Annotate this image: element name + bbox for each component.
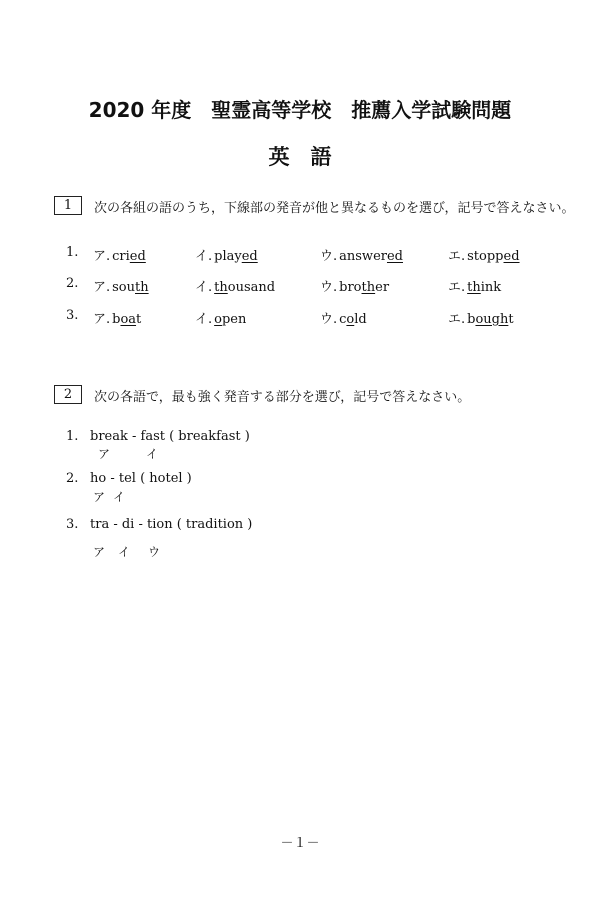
answer-option <box>448 308 514 327</box>
word-part: er <box>375 280 390 295</box>
underlined-part: th <box>467 280 481 295</box>
syllable-label: ア <box>93 545 106 559</box>
option-label: ウ. <box>320 249 338 264</box>
question-number: 1. <box>66 245 79 260</box>
underlined-part: ed <box>241 249 258 264</box>
syllable-word: tra - di - tion ( tradition ) <box>90 517 253 532</box>
underlined-part: o <box>214 312 222 327</box>
word-part: b <box>467 312 476 327</box>
word-part: t <box>136 312 142 327</box>
syllable-label: イ <box>146 447 159 461</box>
page-number: －１－ <box>280 836 320 851</box>
question-number: 2. <box>66 471 79 486</box>
word-part: pen <box>221 312 247 327</box>
section-2-instruction: 次の各語で，最も強く発音する部分を選び，記号で答えなさい。 <box>94 390 471 405</box>
option-label: エ. <box>448 312 466 327</box>
option-label: エ. <box>448 280 466 295</box>
syllable-word: ho - tel ( hotel ) <box>90 471 192 486</box>
word-part: sou <box>112 280 136 295</box>
section-2-number: 2 <box>54 385 82 404</box>
word-part: t <box>508 312 514 327</box>
answer-option <box>320 308 367 327</box>
option-label: イ. <box>195 312 213 327</box>
syllable-label: イ <box>113 490 126 504</box>
underlined-part: th <box>361 280 376 295</box>
word-part: stopp <box>467 249 504 264</box>
answer-option <box>195 308 246 327</box>
answer-option <box>93 308 141 327</box>
option-label: ア. <box>93 249 111 264</box>
word-part: b <box>112 312 121 327</box>
answer-option <box>448 276 501 295</box>
underlined-part: ough <box>475 312 509 327</box>
underlined-part: ed <box>386 249 403 264</box>
word-part: c <box>339 312 347 327</box>
option-label: ウ. <box>320 280 338 295</box>
question-number: 3. <box>66 517 79 532</box>
underlined-part: o <box>346 312 355 327</box>
subject-heading: 英 語 <box>268 145 332 169</box>
syllable-word: break - fast ( breakfast ) <box>90 429 250 444</box>
word-part: bro <box>339 280 362 295</box>
option-label: ウ. <box>320 312 338 327</box>
option-label: イ. <box>195 249 213 264</box>
question-number: 3. <box>66 308 79 323</box>
underlined-part: ed <box>129 249 146 264</box>
answer-option <box>320 276 389 295</box>
answer-option <box>320 245 403 264</box>
option-label: イ. <box>195 280 213 295</box>
word-part: answer <box>339 249 387 264</box>
word-part: cri <box>112 249 130 264</box>
syllable-label: ア <box>98 447 111 461</box>
underlined-part: oa <box>120 312 137 327</box>
page-title: 2020 年度 聖霊高等学校 推薦入学試験問題 <box>88 98 512 122</box>
underlined-part: th <box>135 280 149 295</box>
option-label: ア. <box>93 280 111 295</box>
question-number: 2. <box>66 276 79 291</box>
syllable-label: ア <box>93 490 106 504</box>
answer-option <box>93 245 146 264</box>
word-part: ld <box>354 312 367 327</box>
underlined-part: ed <box>503 249 520 264</box>
syllable-label: イ <box>118 545 131 559</box>
underlined-part: th <box>214 280 228 295</box>
section-1-instruction: 次の各組の語のうち，下線部の発音が他と異なるものを選び，記号で答えなさい。 <box>94 201 575 216</box>
word-part: ousand <box>227 280 276 295</box>
question-number: 1. <box>66 429 79 444</box>
answer-option <box>448 245 520 264</box>
word-part: ink <box>480 280 502 295</box>
option-label: ア. <box>93 312 111 327</box>
section-1-number: 1 <box>54 196 82 215</box>
answer-option <box>195 276 275 295</box>
answer-option <box>195 245 258 264</box>
word-part: play <box>214 249 242 264</box>
option-label: エ. <box>448 249 466 264</box>
answer-option <box>93 276 149 295</box>
syllable-label: ウ <box>148 545 161 559</box>
